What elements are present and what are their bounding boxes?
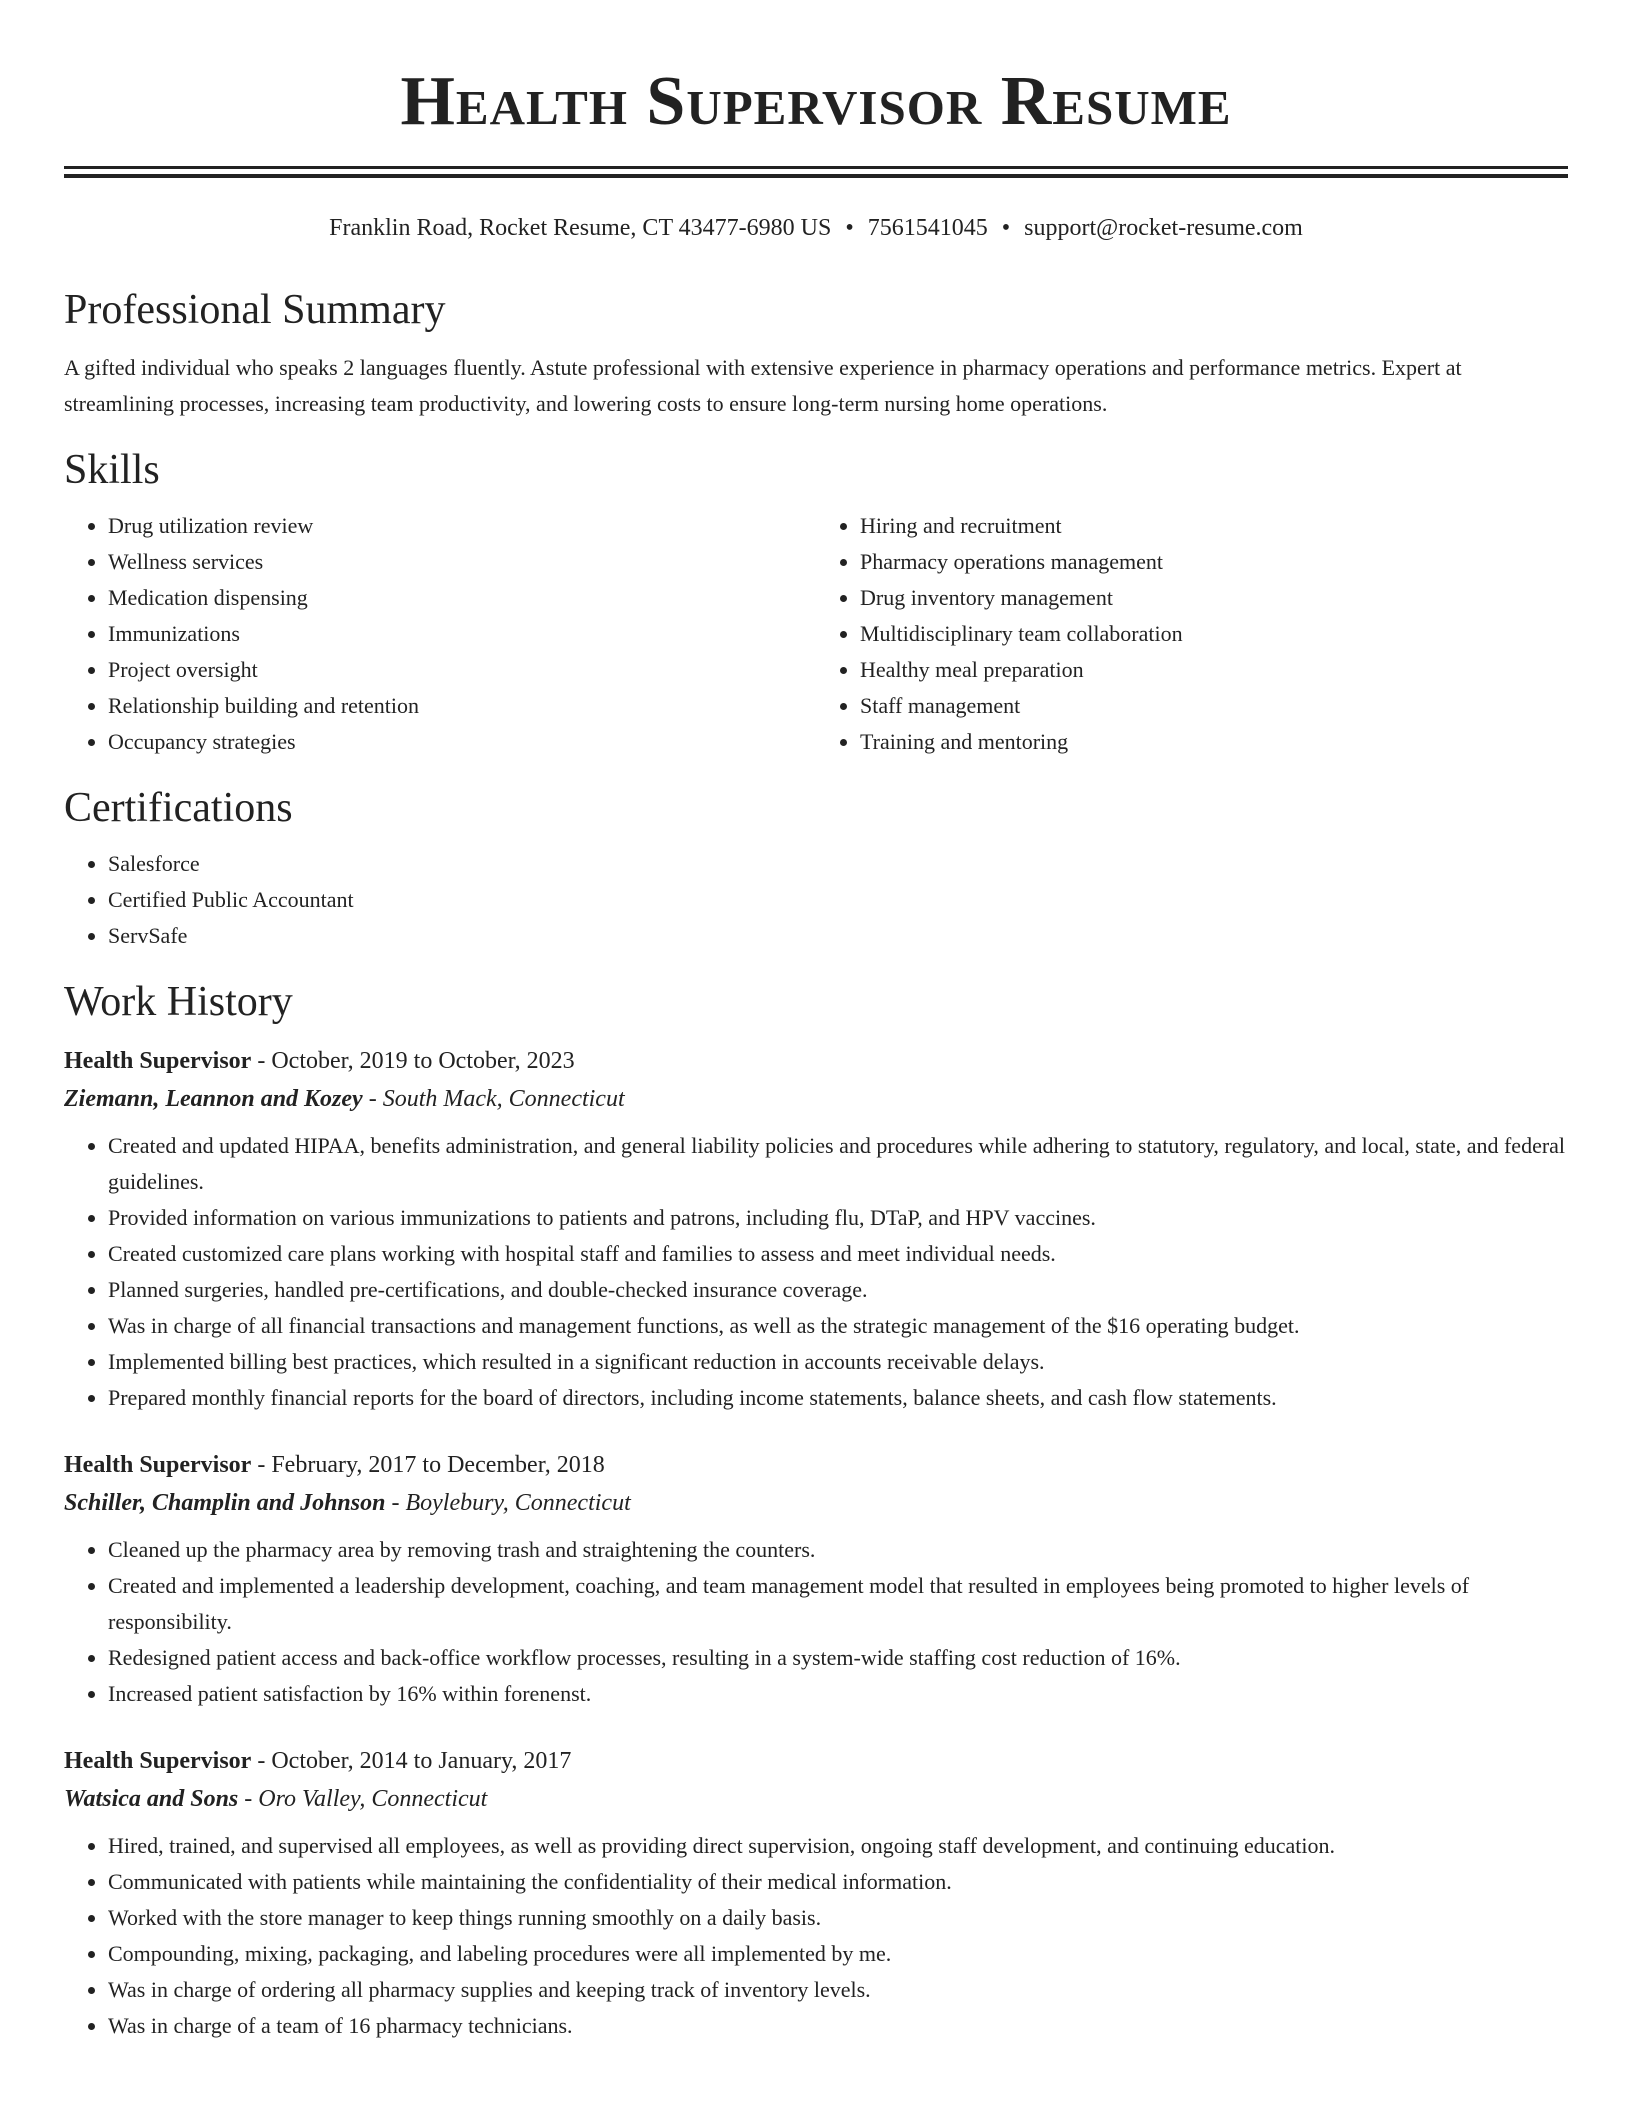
certification-item: • Certified Public Accountant xyxy=(108,882,1568,918)
job-title: Health Supervisor xyxy=(64,1452,252,1478)
skill-item: • Staff management xyxy=(860,688,1568,724)
certification-item: • Salesforce xyxy=(108,846,1568,882)
job-bullet: • Increased patient satisfaction by 16% within forenenst. xyxy=(108,1676,1568,1712)
page-title: Health Supervisor Resume xyxy=(400,63,1232,140)
job-bullet: • Hired, trained, and supervised all employees, as well as providing direct supervision, ongoing staff development, and continuing education. xyxy=(108,1828,1568,1864)
skill-item: • Relationship building and retention xyxy=(108,688,816,724)
company-location: - Boylebury, Connecticut xyxy=(385,1490,631,1516)
job-title-line xyxy=(64,1042,1568,1080)
skill-item: • Multidisciplinary team collaboration xyxy=(860,616,1568,652)
job-bullet: • Redesigned patient access and back-office workflow processes, resulting in a system-wide staffing cost reduction of 16%. xyxy=(108,1640,1568,1676)
skill-item: • Drug inventory management xyxy=(860,580,1568,616)
skills-column-left xyxy=(64,508,816,760)
company-line xyxy=(64,1080,1568,1118)
job-title: Health Supervisor xyxy=(64,1748,252,1774)
contact-phone: 7561541045 xyxy=(867,215,988,241)
job-title-line xyxy=(64,1742,1568,1780)
job-entry xyxy=(64,1742,1568,2044)
job-bullet: • Implemented billing best practices, which resulted in a significant reduction in accounts receivable delays. xyxy=(108,1344,1568,1380)
skill-item: • Immunizations xyxy=(108,616,816,652)
job-entry xyxy=(64,1042,1568,1416)
contact-separator: • xyxy=(1001,215,1011,241)
skill-item: • Medication dispensing xyxy=(108,580,816,616)
job-bullet: • Communicated with patients while maintaining the confidentiality of their medical information. xyxy=(108,1864,1568,1900)
work-history-heading: Work History xyxy=(64,979,293,1025)
skills-column-right xyxy=(816,508,1568,760)
job-title: Health Supervisor xyxy=(64,1048,252,1074)
skill-item: • Drug utilization review xyxy=(108,508,816,544)
job-bullet: • Compounding, mixing, packaging, and labeling procedures were all implemented by me. xyxy=(108,1936,1568,1972)
company-name: Watsica and Sons xyxy=(64,1786,239,1812)
certification-item: • ServSafe xyxy=(108,918,1568,954)
job-bullet: • Cleaned up the pharmacy area by removing trash and straightening the counters. xyxy=(108,1532,1568,1568)
summary-heading: Professional Summary xyxy=(64,287,446,333)
contact-line xyxy=(64,212,1568,244)
summary-text: A gifted individual who speaks 2 languages fluently. Astute professional with extensive experience in pharmacy operations and performance metrics. Expert at streamlining processes, increasing team productivity, and lowering costs to ensure long-term nursing home operations. xyxy=(64,355,1462,416)
certifications-heading: Certifications xyxy=(64,785,293,831)
skills-list xyxy=(64,508,1568,760)
job-bullet: • Prepared monthly financial reports for the board of directors, including income statements, balance sheets, and cash flow statements. xyxy=(108,1380,1568,1416)
job-bullets xyxy=(64,1128,1568,1416)
skill-item: • Occupancy strategies xyxy=(108,724,816,760)
job-bullets xyxy=(64,1532,1568,1712)
company-location: - Oro Valley, Connecticut xyxy=(238,1786,488,1812)
job-bullet: • Created and updated HIPAA, benefits administration, and general liability policies and procedures while adhering to statutory, regulatory, and local, state, and federal guidelines. xyxy=(108,1128,1568,1200)
contact-email: support@rocket-resume.com xyxy=(1024,215,1303,241)
job-bullet: • Was in charge of ordering all pharmacy supplies and keeping track of inventory levels. xyxy=(108,1972,1568,2008)
contact-address: Franklin Road, Rocket Resume, CT 43477-6980 US xyxy=(329,215,832,241)
job-bullet: • Created customized care plans working with hospital staff and families to assess and meet individual needs. xyxy=(108,1236,1568,1272)
company-line xyxy=(64,1484,1568,1522)
skill-item: • Training and mentoring xyxy=(860,724,1568,760)
certifications-list xyxy=(64,846,1568,954)
skill-item: • Wellness services xyxy=(108,544,816,580)
company-line xyxy=(64,1780,1568,1818)
company-name: Ziemann, Leannon and Kozey xyxy=(64,1086,363,1112)
job-bullet: • Planned surgeries, handled pre-certifications, and double-checked insurance coverage. xyxy=(108,1272,1568,1308)
contact-separator: • xyxy=(845,215,854,241)
company-name: Schiller, Champlin and Johnson xyxy=(64,1490,386,1516)
job-dates: - October, 2014 to January, 2017 xyxy=(251,1748,572,1774)
skill-item: • Healthy meal preparation xyxy=(860,652,1568,688)
job-bullet: • Was in charge of all financial transactions and management functions, as well as the strategic management of the $16 operating budget. xyxy=(108,1308,1568,1344)
title-divider xyxy=(64,166,1568,178)
job-dates: - October, 2019 to October, 2023 xyxy=(251,1048,575,1074)
job-entry xyxy=(64,1446,1568,1712)
skill-item: • Pharmacy operations management xyxy=(860,544,1568,580)
job-bullets xyxy=(64,1828,1568,2044)
job-bullet: • Provided information on various immunizations to patients and patrons, including flu, DTaP, and HPV vaccines. xyxy=(108,1200,1568,1236)
job-bullet: • Worked with the store manager to keep things running smoothly on a daily basis. xyxy=(108,1900,1568,1936)
skill-item: • Hiring and recruitment xyxy=(860,508,1568,544)
skill-item: • Project oversight xyxy=(108,652,816,688)
job-title-line xyxy=(64,1446,1568,1484)
job-bullet: • Created and implemented a leadership development, coaching, and team management model that resulted in employees being promoted to higher levels of responsibility. xyxy=(108,1568,1568,1640)
job-dates: - February, 2017 to December, 2018 xyxy=(251,1452,605,1478)
company-location: - South Mack, Connecticut xyxy=(362,1086,625,1112)
skills-heading: Skills xyxy=(64,447,160,493)
job-bullet: • Was in charge of a team of 16 pharmacy technicians. xyxy=(108,2008,1568,2044)
